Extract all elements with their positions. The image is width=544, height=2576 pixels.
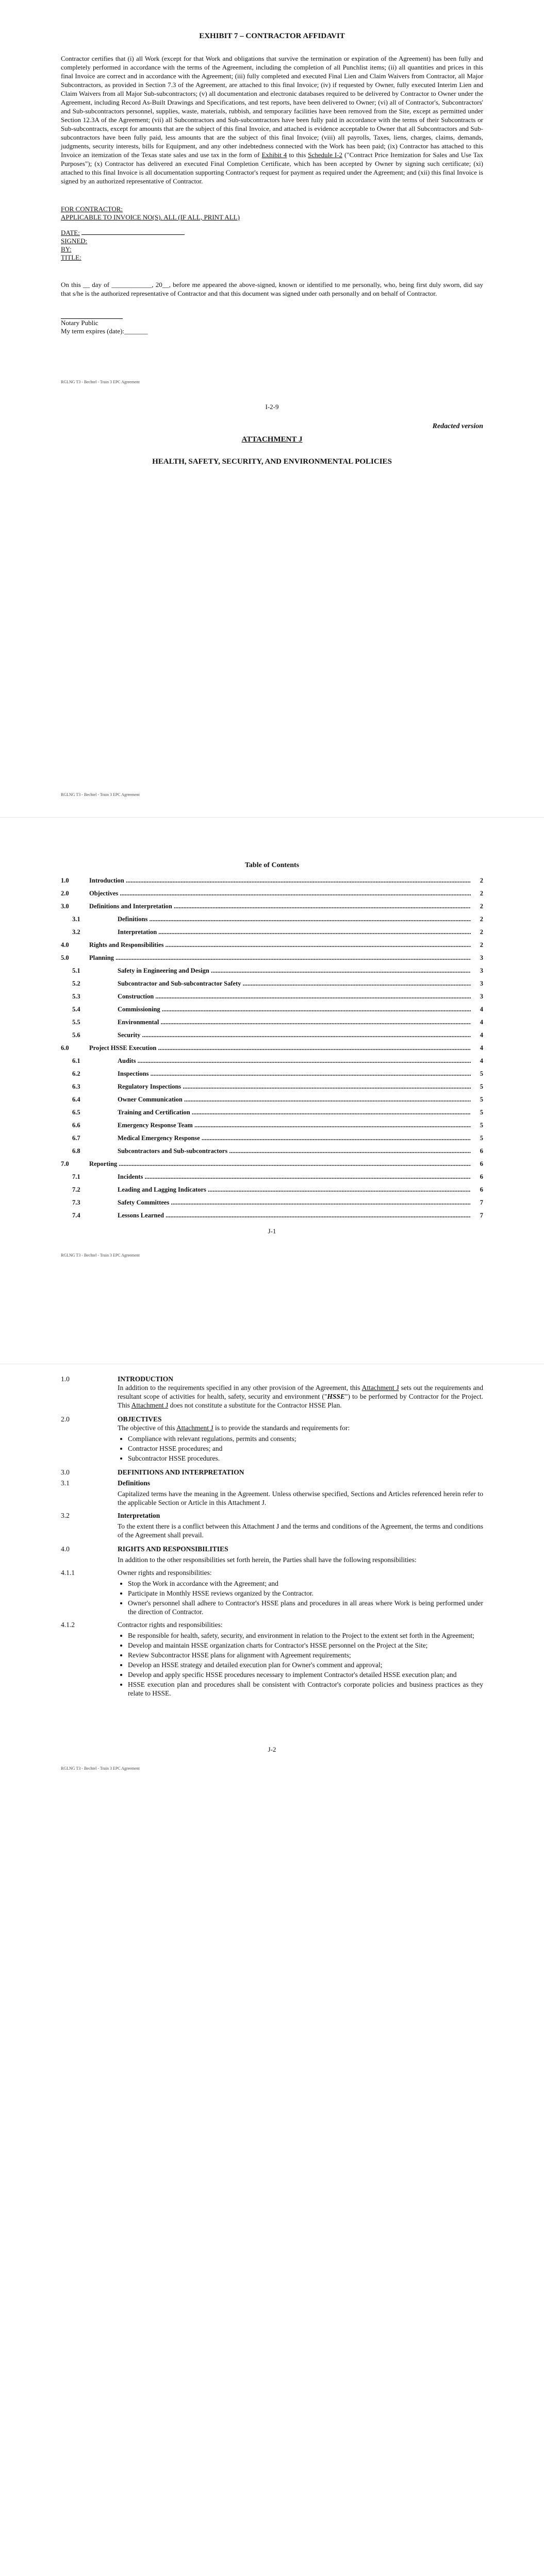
toc-entry-title: Training and Certification ..... — [118, 1109, 471, 1116]
page-footer: RGLNG T3 - Bechtel - Train 3 EPC Agreement — [61, 1766, 140, 1771]
toc-entry-number: 4.0 — [61, 941, 69, 948]
list-item: • Compliance with relevant regulations, permits and consents; — [128, 1434, 483, 1443]
toc-entry-number: 1.0 — [61, 877, 69, 884]
section-3-1: 3.1 Definitions Capitalized terms have the meaning in the Agreement. Unless otherwise specified, Sections and Articles referenced herein refer to the applicable Section or Article in this Attachment J. — [61, 1479, 483, 1506]
attachment-title: ATTACHMENT J — [241, 435, 303, 444]
page-sections — [0, 1364, 544, 2576]
toc-entry[interactable] — [61, 916, 483, 928]
toc-entry[interactable] — [61, 993, 483, 1006]
notary-block — [61, 318, 483, 335]
page-footer: RGLNG T3 - Bechtel - Train 3 EPC Agreement — [61, 380, 140, 384]
toc-entry-title: Planning ..... — [89, 954, 471, 962]
applicable-label: APPLICABLE TO INVOICE NO(S). ALL (IF ALL, PRINT ALL) — [61, 213, 240, 221]
toc-entry-title: Subcontractor and Sub-subcontractor Safety ..... — [118, 980, 471, 988]
notary-public-label: Notary Public — [61, 319, 98, 327]
toc-entry[interactable] — [61, 1173, 483, 1186]
toc-entry[interactable] — [61, 1070, 483, 1083]
title-label: TITLE: — [61, 253, 81, 261]
toc-entry-page: 5 — [480, 1109, 483, 1116]
toc-entry-page: 4 — [480, 1057, 483, 1064]
toc-entry-number: 7.4 — [72, 1212, 80, 1219]
section-3-2: 3.2 Interpretation To the extent there is a conflict between this Attachment J and the terms and conditions of the Agreement, the terms and conditions of the Agreement shall prevail. — [61, 1512, 483, 1539]
toc-entry-page: 2 — [480, 903, 483, 910]
page-number: I-2-9 — [265, 403, 279, 411]
attachment-subtitle: HEALTH, SAFETY, SECURITY, AND ENVIRONMENTAL POLICIES — [152, 457, 392, 466]
exhibit-4-link[interactable]: Exhibit 4 — [261, 151, 287, 159]
signed-label: SIGNED: — [61, 237, 88, 245]
toc-entry[interactable] — [61, 1147, 483, 1160]
toc-entry-title: Inspections ..... — [118, 1070, 471, 1078]
toc-entry-number: 6.6 — [72, 1122, 80, 1129]
section-4-1-2: 4.1.2 Contractor rights and responsibilities: • Be responsible for health, safety, security, and environment in relation to the Project to the extent set forth in the Agreement; • Develop and maintain HSSE organization charts for Contractor's HSSE personnel on the Project at the Site; • Review Subcontractor HSSE plans for alignment with Agreement requirements; • Develop an HSSE strategy and detailed execution plan for Owner's comment and approval; • Develop and apply specific HSSE procedures necessary to implement Contractor's detailed HSSE execution plan; and • HSSE execution plan and procedures shall be consistent with Contractor's corporate policies and business practices as they relate to HSSE. — [61, 1620, 483, 1698]
toc-entry[interactable] — [61, 1083, 483, 1096]
toc-entry-title: Definitions and Interpretation ..... — [89, 903, 471, 910]
toc-entry-title: Medical Emergency Response ..... — [118, 1134, 471, 1142]
toc-entry-page: 2 — [480, 941, 483, 948]
toc-entry[interactable] — [61, 877, 483, 890]
toc-entry-number: 3.1 — [72, 916, 80, 923]
section-2: 2.0 OBJECTIVES The objective of this Attachment J is to provide the standards and requirements for: • Compliance with relevant regulations, permits and consents; • Contractor HSSE procedures; and • Subcontractor HSSE procedures. — [61, 1415, 483, 1463]
section-1-body: In addition to the requirements specified in any other provision of the Agreement, this Attachment J sets out the requirements and resultant scope of activities for health, safety, security and environment ("HSSE") to be performed by Contractor for the Project. This Attachment J does not constitute a substitute for the Contractor HSSE Plan. — [118, 1384, 484, 1409]
section-3: 3.0 DEFINITIONS AND INTERPRETATION — [61, 1468, 244, 1476]
toc-entry[interactable] — [61, 1186, 483, 1199]
toc-entry-number: 7.0 — [61, 1160, 69, 1167]
toc-entry-title: Incidents ..... — [118, 1173, 471, 1181]
toc-entry-number: 7.3 — [72, 1199, 80, 1206]
contractor-block — [61, 205, 483, 262]
toc-entry-number: 3.2 — [72, 928, 80, 936]
owner-responsibilities-list — [61, 1579, 483, 1616]
toc-entry-page: 6 — [480, 1160, 483, 1167]
toc-entry-title: Project HSSE Execution ..... — [89, 1044, 471, 1052]
toc-entry-number: 7.1 — [72, 1173, 80, 1180]
toc-entry-number: 5.0 — [61, 954, 69, 961]
toc-entry-number: 6.3 — [72, 1083, 80, 1090]
toc-entry-page: 2 — [480, 877, 483, 884]
toc-entry[interactable] — [61, 1122, 483, 1134]
toc-entry-page: 7 — [480, 1199, 483, 1206]
toc-entry-page: 2 — [480, 928, 483, 936]
toc-entry-number: 6.7 — [72, 1134, 80, 1142]
toc-entry-page: 5 — [480, 1096, 483, 1103]
toc-entry-page: 3 — [480, 980, 483, 987]
toc-entry-title: Safety Committees ..... — [118, 1199, 471, 1207]
toc-entry-page: 3 — [480, 954, 483, 961]
section-4-1-1: 4.1.1 Owner rights and responsibilities: • Stop the Work in accordance with the Agreement; and • Participate in Monthly HSSE reviews organized by the Contractor. • Owner's personnel shall adhere to Contractor's HSSE plans and procedures in all areas where Work is being performed under the direction of Contractor. — [61, 1568, 483, 1616]
page-footer: RGLNG T3 - Bechtel - Train 3 EPC Agreement — [61, 792, 140, 797]
toc-entry[interactable] — [61, 967, 483, 980]
toc-entry-title: Emergency Response Team ..... — [118, 1122, 471, 1129]
toc-entry-number: 5.3 — [72, 993, 80, 1000]
toc-entry-page: 6 — [480, 1186, 483, 1193]
toc-entry[interactable] — [61, 1160, 483, 1173]
toc-entry[interactable] — [61, 1134, 483, 1147]
toc-entry[interactable] — [61, 1199, 483, 1212]
toc-entry-title: Rights and Responsibilities ..... — [89, 941, 471, 949]
page-number: J-2 — [268, 1745, 276, 1753]
toc-entry-page: 5 — [480, 1134, 483, 1142]
toc-title: Table of Contents — [244, 861, 300, 869]
list-item: • Subcontractor HSSE procedures. — [128, 1454, 483, 1463]
toc-entry-page: 5 — [480, 1083, 483, 1090]
toc-entry[interactable] — [61, 1044, 483, 1057]
toc-entry[interactable] — [61, 1109, 483, 1122]
toc-entry-number: 6.1 — [72, 1057, 80, 1064]
toc-entry-number: 5.2 — [72, 980, 80, 987]
list-item: • Be responsible for health, safety, security, and environment in relation to the Project to the extent set forth in the Agreement; — [128, 1631, 483, 1640]
toc-entry-title: Environmental ..... — [118, 1019, 471, 1026]
toc-entry-page: 2 — [480, 916, 483, 923]
toc-entry[interactable] — [61, 903, 483, 916]
toc-entry-title: Security ..... — [118, 1031, 471, 1039]
page-number: J-1 — [268, 1227, 276, 1235]
toc-entry[interactable] — [61, 1057, 483, 1070]
toc-entry-number: 5.5 — [72, 1019, 80, 1026]
list-item: • Contractor HSSE procedures; and — [128, 1444, 483, 1453]
toc-entry-number: 7.2 — [72, 1186, 80, 1193]
toc-entry-number: 5.1 — [72, 967, 80, 974]
list-item: • Owner's personnel shall adhere to Contractor's HSSE plans and procedures in all areas where Work is being performed under the direction of Contractor. — [128, 1599, 483, 1616]
toc-entry-title: Leading and Lagging Indicators ..... — [118, 1186, 471, 1194]
toc-entry[interactable] — [61, 980, 483, 993]
list-item: • HSSE execution plan and procedures shall be consistent with Contractor's corporate policies and business practices as they relate to HSSE. — [128, 1680, 483, 1698]
toc-entry-number: 5.4 — [72, 1006, 80, 1013]
list-item: • Review Subcontractor HSSE plans for alignment with Agreement requirements; — [128, 1651, 483, 1659]
toc-entry-page: 6 — [480, 1147, 483, 1155]
toc-entry[interactable] — [61, 1031, 483, 1044]
toc-entry-title: Commissioning ..... — [118, 1006, 471, 1013]
page-attachment-cover — [0, 435, 544, 817]
toc-entry-title: Safety in Engineering and Design ..... — [118, 967, 471, 975]
by-label: BY: — [61, 245, 72, 253]
section-4: 4.0 RIGHTS AND RESPONSIBILITIES In addition to the other responsibilities set forth herein, the Parties shall have the following responsibilities: — [61, 1545, 417, 1564]
toc-entry-number: 5.6 — [72, 1031, 80, 1039]
term-expires-label: My term expires (date):_______ — [61, 327, 148, 335]
list-item: • Develop and apply specific HSSE procedures necessary to implement Contractor's detailed HSSE execution plan; and — [128, 1670, 483, 1679]
toc-entry-page: 3 — [480, 967, 483, 974]
list-item: • Stop the Work in accordance with the Agreement; and — [128, 1579, 483, 1588]
toc-entry[interactable] — [61, 890, 483, 903]
schedule-link[interactable]: Schedule I-2 — [308, 151, 343, 159]
toc-entry-page: 4 — [480, 1019, 483, 1026]
toc-entry-title: Owner Communication ..... — [118, 1096, 471, 1104]
section-2-body: The objective of this Attachment J is to provide the standards and requirements for: — [118, 1424, 350, 1432]
toc-entry[interactable] — [61, 1212, 483, 1225]
toc-entry-page: 3 — [480, 993, 483, 1000]
toc-entry[interactable] — [61, 941, 483, 954]
toc-entry-title: Objectives ..... — [89, 890, 471, 897]
exhibit-title: EXHIBIT 7 – CONTRACTOR AFFIDAVIT — [199, 32, 345, 40]
toc-entry-title: Reporting ..... — [89, 1160, 471, 1168]
objectives-list — [61, 1434, 483, 1463]
toc-entry-page: 5 — [480, 1070, 483, 1077]
toc-entry[interactable] — [61, 1096, 483, 1109]
toc-entry-title: Audits ..... — [118, 1057, 471, 1065]
toc-entry-page: 4 — [480, 1006, 483, 1013]
toc-entry-title: Interpretation ..... — [118, 928, 471, 936]
redacted-label: Redacted version — [432, 422, 483, 430]
list-item: • Develop an HSSE strategy and detailed execution plan for Owner's comment and approval; — [128, 1660, 483, 1669]
toc-entry-title: Lessons Learned ..... — [118, 1212, 471, 1219]
affidavit-body: Contractor certifies that (i) all Work (except for that Work and obligations that survive the termination or expiration of the Agreement) has been fully and completely performed in accordance with the terms of the Agreement, including the completion of all Punchlist items; (ii) all quantities and prices in this final Invoice are correct and in accordance with the Agreement; (iii) fully completed and executed Final Lien and Claim Waivers from Contractor, all Major Subcontractors, as provided in Section 7.3 of the Agreement, are attached to this final Invoice; (iv) if requested by Owner, fully executed Interim Lien and Claim Waivers from all Major Sub-subcontractors; (v) all documentation and electronic databases required to be delivered by Contractor to Owner under the Agreement, including Record As-Built Drawings and Specifications, and test reports, have been delivered to Owner; (vi) all of Contractor's, Subcontractors' and Sub-subcontractors personnel, supplies, waste, materials, rubbish, and temporary facilities have been removed from the Site, except as permitted under Section 12.3A of the Agreement; (vii) all Subcontractors and Sub-subcontractors have been fully paid in accordance with the terms of their Subcontracts or Sub-subcontracts, except for amounts that are the subject of this final Invoice, and attached is evidence acceptable to Owner that all Subcontractors and Sub-subcontractors have been fully paid, less amounts that are the subject of this final Invoice; (viii) all payrolls, Taxes, liens, charges, claims, demands, judgments, security interests, bills for Equipment, and any other indebtedness connected with the Work has been paid; (ix) Contractor has attached to this Invoice an itemization of the Texas state sales and use tax in the form of Exhibit 4 to this Schedule I-2 ("Contract Price Itemization for Sales and Use Tax Purposes"); (x) Contractor has delivered an executed Final Completion Certificate, which has been accepted by Owner by signing such certificate; (xi) attached to this final Invoice is all documentation supporting Contractor's request for payment as required under the Agreement; and (xii) this final Invoice is signed by an authorized representative of Contractor. — [61, 55, 483, 185]
toc-entry-title: Regulatory Inspections ..... — [118, 1083, 471, 1091]
toc-entry-page: 6 — [480, 1173, 483, 1180]
section-1: 1.0 INTRODUCTION In addition to the requirements specified in any other provision of the Agreement, this Attachment J sets out the requirements and resultant scope of activities for health, safety, security and environment ("HSSE") to be performed by Contractor for the Project. This Attachment J does not constitute a substitute for the Contractor HSSE Plan. — [61, 1375, 484, 1409]
toc-entry[interactable] — [61, 1006, 483, 1019]
toc-list — [61, 877, 483, 1225]
toc-entry-number: 6.2 — [72, 1070, 80, 1077]
toc-entry[interactable] — [61, 928, 483, 941]
toc-entry-title: Construction ..... — [118, 993, 471, 1001]
for-contractor-label: FOR CONTRACTOR: — [61, 205, 123, 213]
toc-entry-page: 5 — [480, 1122, 483, 1129]
toc-entry-page: 4 — [480, 1044, 483, 1052]
list-item: • Develop and maintain HSSE organization charts for Contractor's HSSE personnel on the Project at the Site; — [128, 1641, 483, 1650]
toc-entry-number: 6.4 — [72, 1096, 80, 1103]
toc-entry[interactable] — [61, 954, 483, 967]
toc-entry-number: 2.0 — [61, 890, 69, 897]
toc-entry-number: 6.0 — [61, 1044, 69, 1052]
toc-entry-number: 3.0 — [61, 903, 69, 910]
toc-entry-number: 6.8 — [72, 1147, 80, 1155]
toc-entry-page: 7 — [480, 1212, 483, 1219]
list-item: • Participate in Monthly HSSE reviews organized by the Contractor. — [128, 1589, 483, 1598]
toc-entry-title: Introduction ..... — [89, 877, 471, 885]
page-table-of-contents — [0, 817, 544, 1363]
toc-entry-number: 6.5 — [72, 1109, 80, 1116]
toc-entry-title: Subcontractors and Sub-subcontractors ..... — [118, 1147, 471, 1155]
toc-entry-page: 4 — [480, 1031, 483, 1039]
date-line[interactable]: DATE: — [61, 229, 483, 237]
toc-entry-page: 2 — [480, 890, 483, 897]
toc-entry-title: Definitions ..... — [118, 916, 471, 923]
toc-entry[interactable] — [61, 1019, 483, 1031]
page-footer: RGLNG T3 - Bechtel - Train 3 EPC Agreement — [61, 1253, 140, 1258]
notary-paragraph: On this __ day of ____________, 20__, before me appeared the above-signed, known or identified to me personally, who, being first duly sworn, did say that s/he is the authorized representative of Contractor and that this document was signed under oath personally and on behalf of Contractor. — [61, 281, 483, 297]
contractor-responsibilities-list — [61, 1631, 483, 1698]
